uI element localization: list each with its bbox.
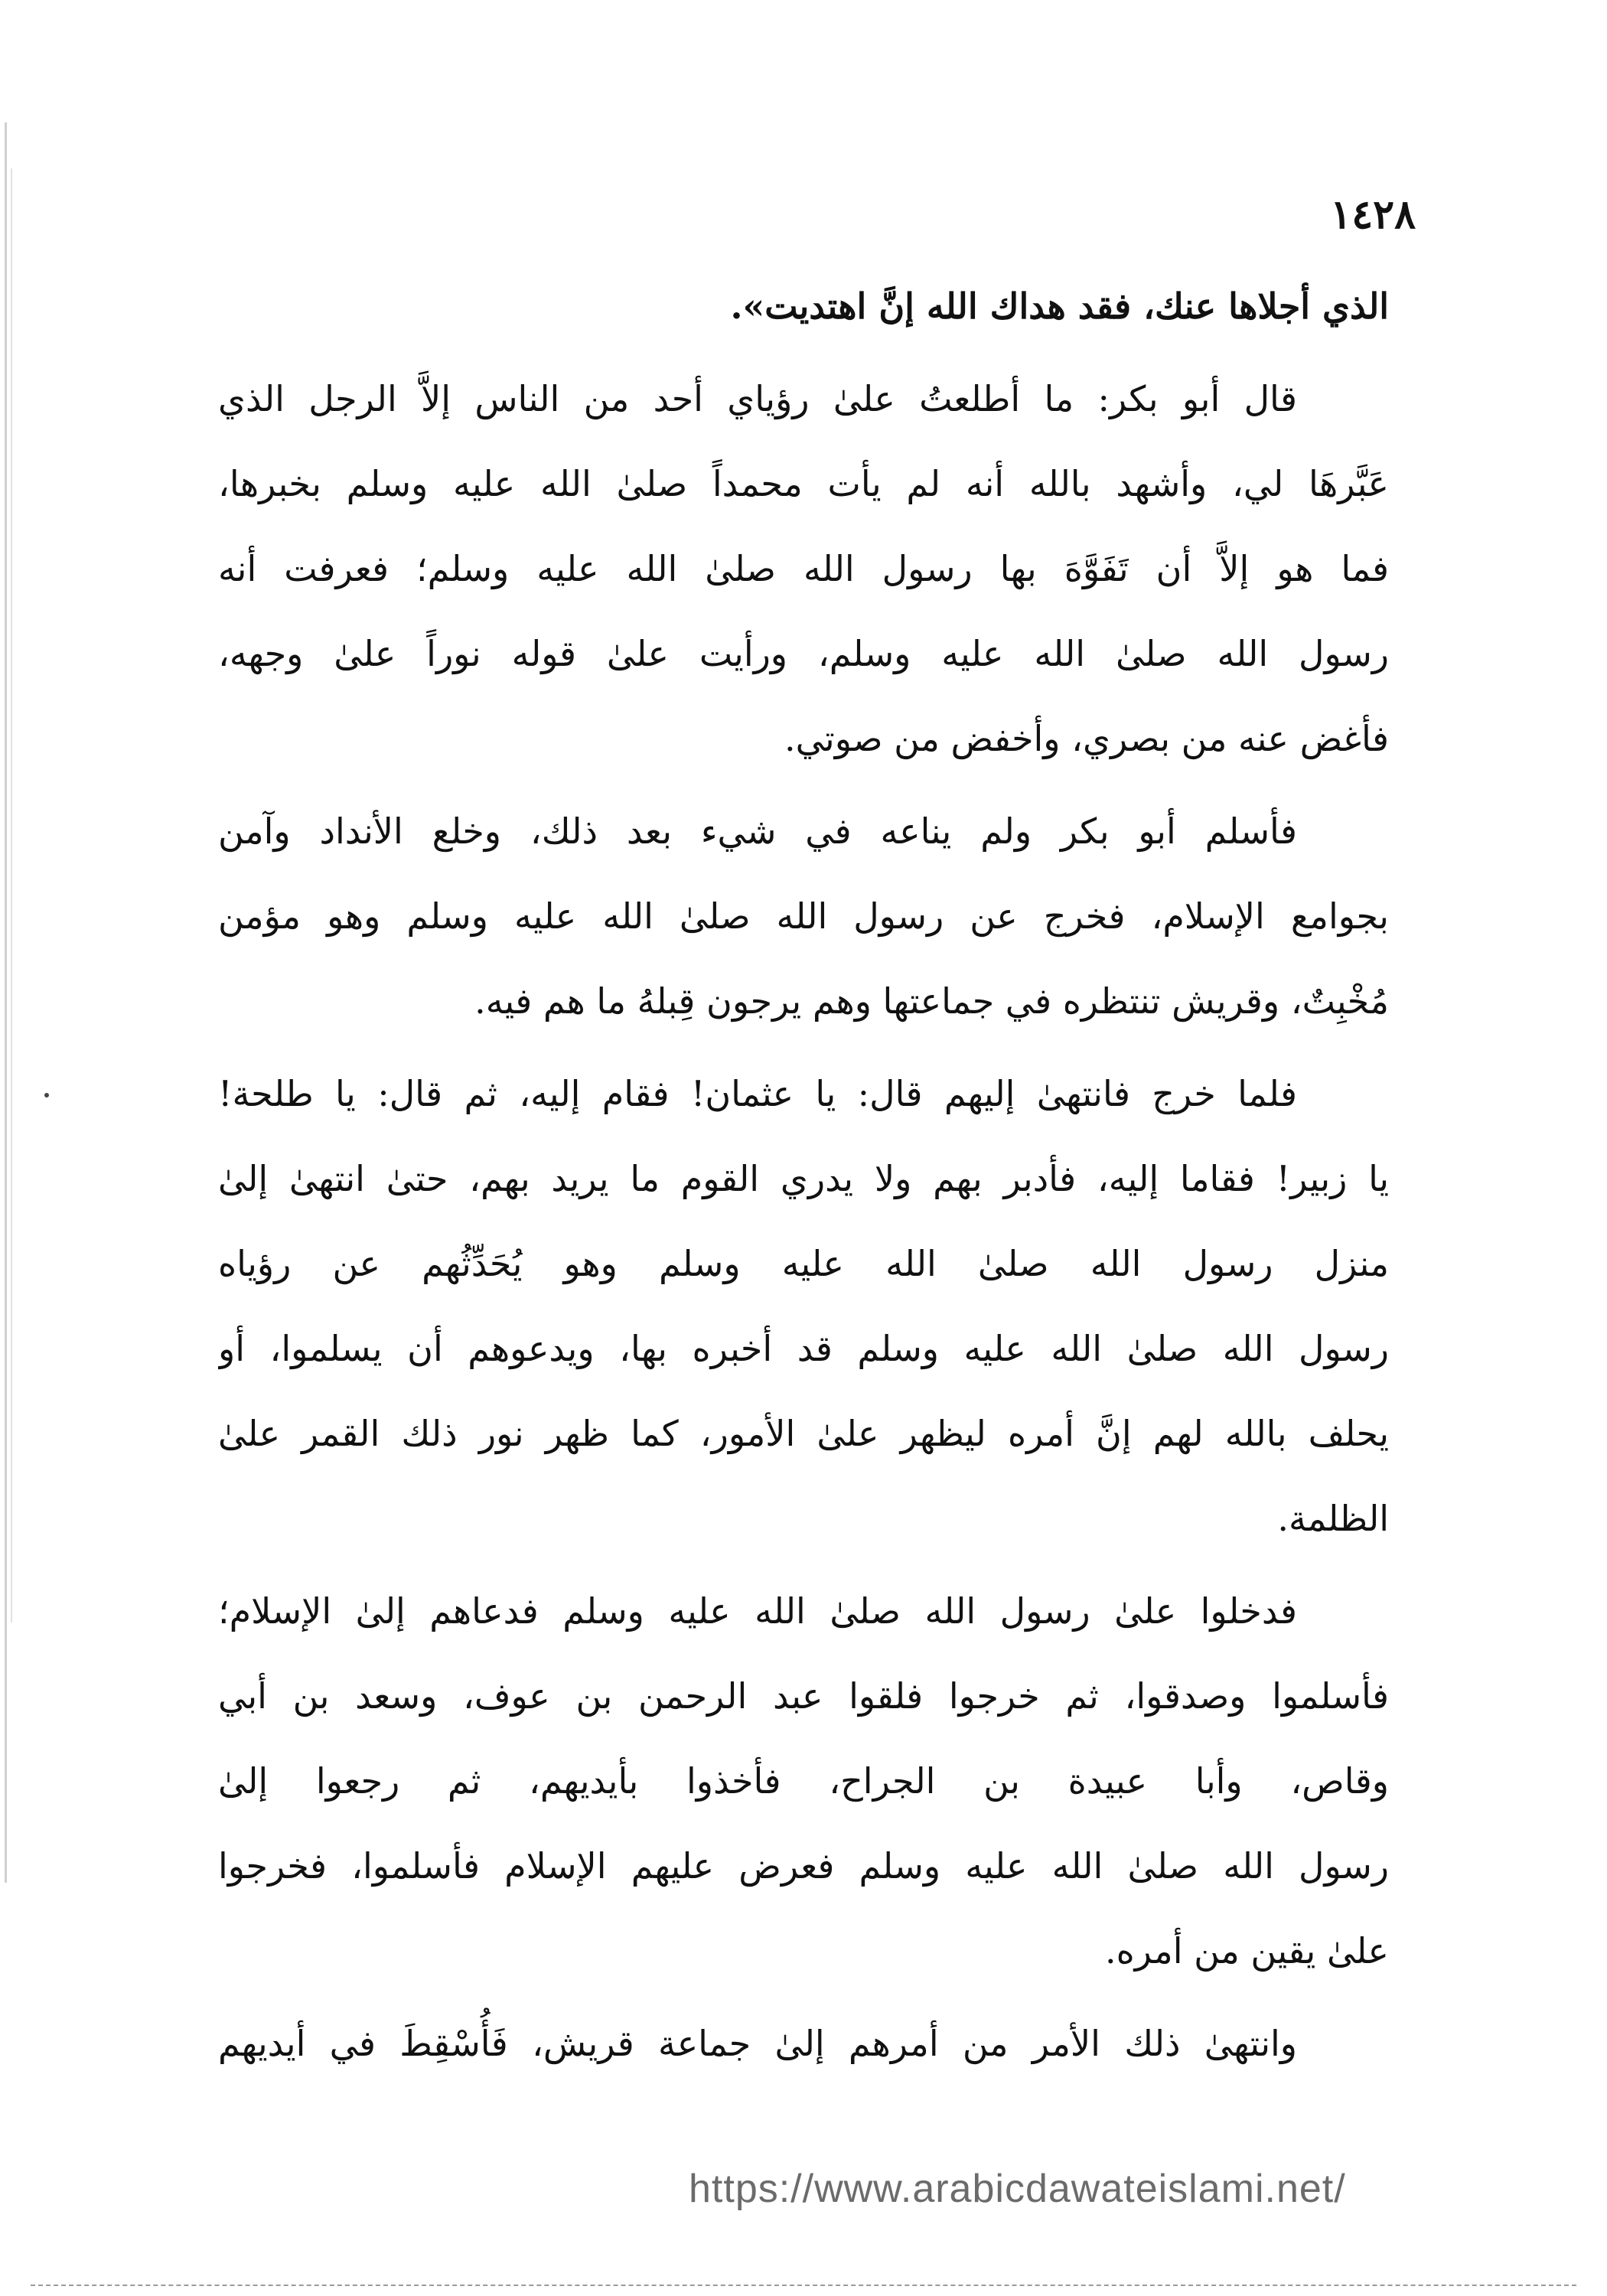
text-line: بجوامع الإسلام، فخرج عن رسول الله صلىٰ الله عليه وسلم وهو مؤمن — [218, 895, 1389, 937]
text-line: الذي أجلاها عنك، فقد هداك الله إنَّ اهتديت». — [730, 285, 1389, 327]
text-line: وقاص، وأبا عبيدة بن الجراح، فأخذوا بأيديهم، ثم رجعوا إلىٰ — [218, 1760, 1389, 1802]
page-number: ١٤٢٨ — [1330, 191, 1416, 238]
text-line: فأغض عنه من بصري، وأخفض من صوتي. — [784, 718, 1389, 759]
text-line: فأسلم أبو بكر ولم يناعه في شيء بعد ذلك، وخلع الأنداد وآمن — [218, 810, 1297, 852]
paragraph-gap — [218, 1044, 1389, 1052]
paragraph-gap — [218, 781, 1389, 789]
text-line: وانتهىٰ ذلك الأمر من أمرهم إلىٰ جماعة قريش، فَأُسْقِطَ في أيديهم — [218, 2023, 1297, 2064]
text-line: رسول الله صلىٰ الله عليه وسلم قد أخبره بها، ويدعوهم أن يسلموا، أو — [218, 1328, 1389, 1369]
text-line: فما هو إلاَّ أن تَفَوَّهَ بها رسول الله صلىٰ الله عليه وسلم؛ فعرفت أنه — [218, 548, 1389, 589]
text-line: قال أبو بكر: ما أطلعتُ علىٰ رؤياي أحد من الناس إلاَّ الرجل الذي — [218, 378, 1297, 419]
text-line: فلما خرج فانتهىٰ إليهم قال: يا عثمان! فقام إليه، ثم قال: يا طلحة! — [218, 1073, 1297, 1114]
text-line: مُخْبِتٌ، وقريش تنتظره في جماعتها وهم يرجون قِبلهُ ما هم فيه. — [474, 980, 1389, 1022]
scan-edge-shadow-inner — [11, 168, 12, 1623]
body-text — [218, 264, 1389, 2086]
scan-speck — [44, 1093, 49, 1097]
paragraph-gap — [218, 1994, 1389, 2001]
text-line: يا زبير! فقاما إليه، فأدبر بهم ولا يدري القوم ما يريد بهم، حتىٰ انتهىٰ إلىٰ — [218, 1158, 1389, 1199]
footer-url: https://www.arabicdawateislami.net/ — [689, 2167, 1346, 2211]
bottom-rule — [31, 2285, 1576, 2288]
text-line: عَبَّرهَا لي، وأشهد بالله أنه لم يأت محمداً صلىٰ الله عليه وسلم بخبرها، — [218, 463, 1389, 504]
text-line: منزل رسول الله صلىٰ الله عليه وسلم وهو يُحَدِّثُهم عن رؤياه — [218, 1243, 1389, 1284]
text-line: الظلمة. — [1277, 1498, 1389, 1539]
text-line: رسول الله صلىٰ الله عليه وسلم، ورأيت علىٰ قوله نوراً علىٰ وجهه، — [218, 633, 1389, 674]
text-line: فأسلموا وصدقوا، ثم خرجوا فلقوا عبد الرحمن بن عوف، وسعد بن أبي — [218, 1675, 1389, 1717]
text-line: فدخلوا علىٰ رسول الله صلىٰ الله عليه وسلم فدعاهم إلىٰ الإسلام؛ — [218, 1590, 1297, 1632]
paragraph-gap — [218, 1561, 1389, 1569]
text-line: رسول الله صلىٰ الله عليه وسلم فعرض عليهم الإسلام فأسلموا، فخرجوا — [218, 1845, 1389, 1887]
text-line: علىٰ يقين من أمره. — [1104, 1930, 1389, 1971]
text-line: يحلف بالله لهم إنَّ أمره ليظهر علىٰ الأمور، كما ظهر نور ذلك القمر علىٰ — [218, 1413, 1389, 1454]
paragraph-gap — [218, 349, 1389, 357]
scan-edge-shadow — [5, 122, 7, 1883]
